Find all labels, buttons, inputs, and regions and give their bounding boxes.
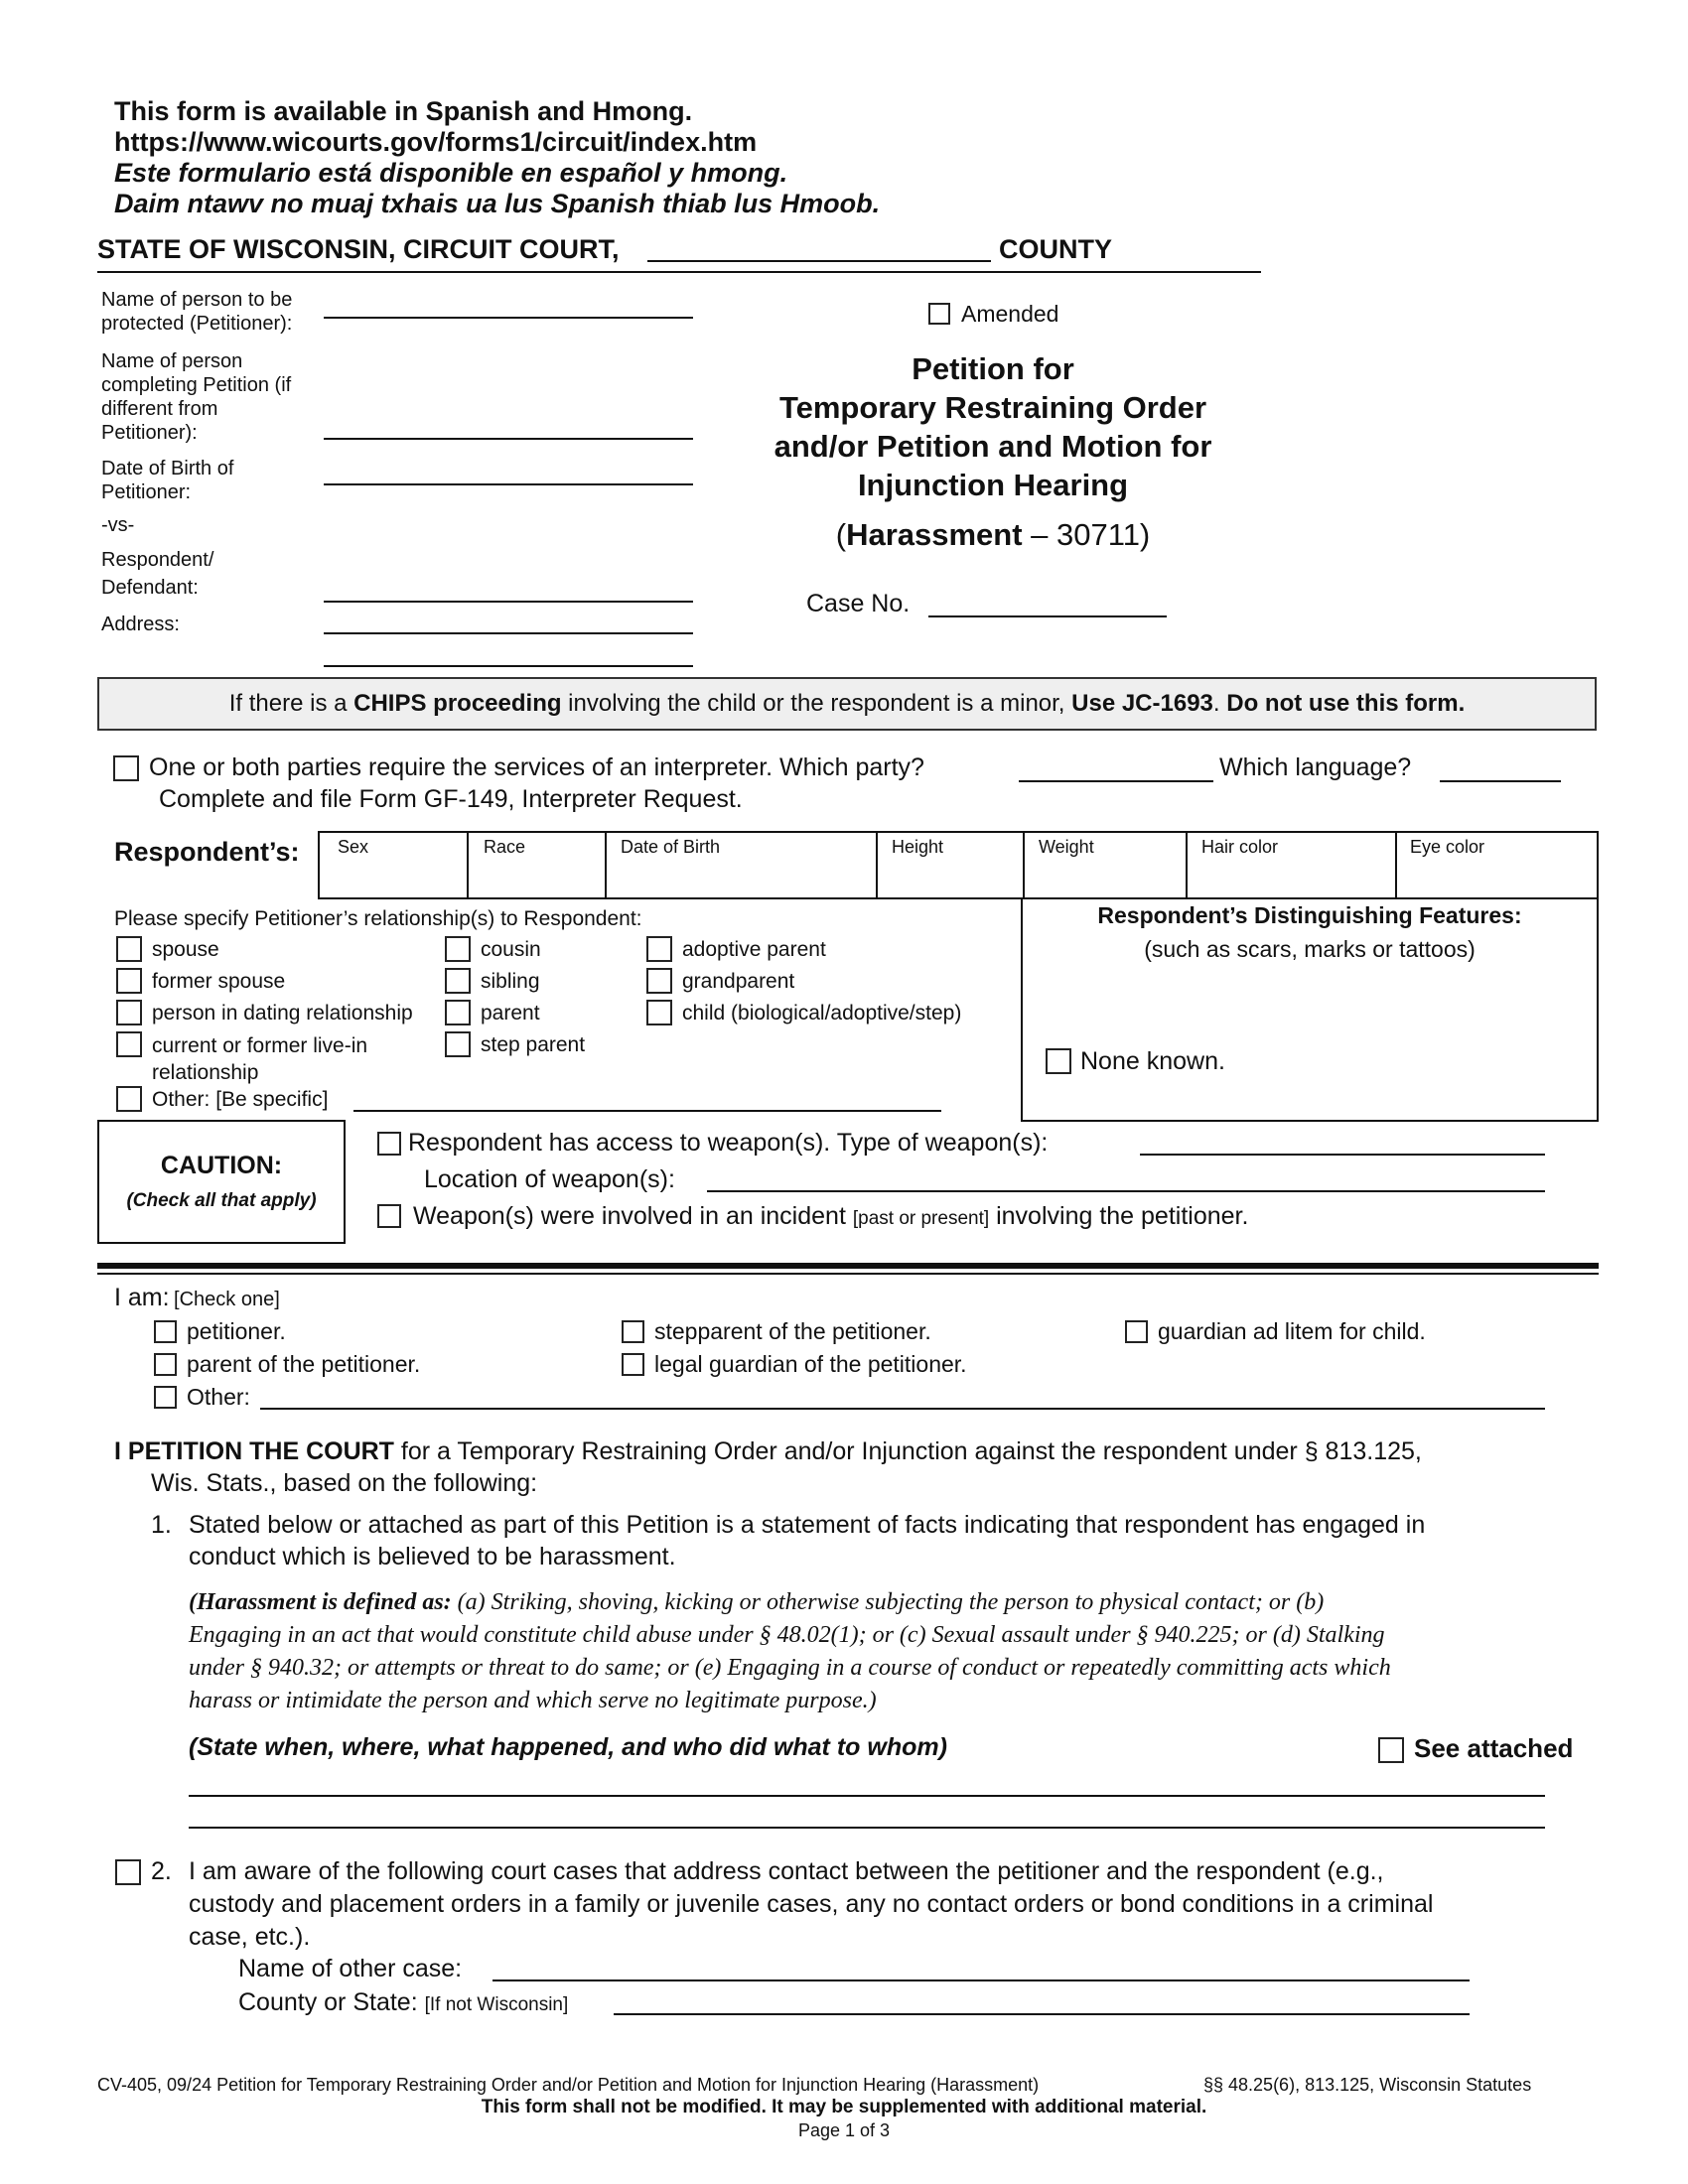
footer-page: Page 1 of 3 <box>797 2120 891 2140</box>
former-spouse-label: former spouse <box>152 970 286 993</box>
court-heading: STATE OF WISCONSIN, CIRCUIT COURT, <box>97 234 620 264</box>
live-in-checkbox[interactable] <box>116 1031 142 1057</box>
subtitle-code: – 30711) <box>1031 517 1151 552</box>
county-field[interactable] <box>647 260 991 262</box>
title-line: Petition for <box>912 351 1074 386</box>
i-am-petitioner-checkbox[interactable] <box>154 1320 177 1343</box>
definition-lead: (Harassment is defined as: <box>189 1589 452 1615</box>
dating-checkbox[interactable] <box>116 1000 142 1025</box>
chips-jc1693: Use JC-1693 <box>1071 690 1213 717</box>
grandparent-checkbox[interactable] <box>646 968 672 994</box>
item-2-line-3: case, etc.). <box>189 1923 311 1951</box>
weapon-location-label: Location of weapon(s): <box>424 1165 675 1193</box>
county-state-field[interactable] <box>614 2013 1470 2015</box>
col-sex: Sex <box>338 837 369 857</box>
other-relationship-field[interactable] <box>353 1110 941 1112</box>
amended-checkbox[interactable] <box>928 303 950 325</box>
other-case-label: Name of other case: <box>238 1955 463 1982</box>
statement-line-1[interactable] <box>189 1795 1545 1797</box>
grandparent-label: grandparent <box>682 970 795 993</box>
other-relationship-checkbox[interactable] <box>116 1086 142 1112</box>
weapon-location-field[interactable] <box>707 1190 1545 1192</box>
address-field-1[interactable] <box>324 632 693 634</box>
i-am-gal-label: guardian ad litem for child. <box>1158 1318 1426 1344</box>
title-line: Injunction Hearing <box>857 468 1129 502</box>
petition-lead: I PETITION THE COURT <box>114 1437 394 1465</box>
chips-pre: If there is a <box>228 690 354 717</box>
caution-note: (Check all that apply) <box>126 1190 317 1211</box>
harassment-definition <box>189 1586 1391 1717</box>
spouse-checkbox[interactable] <box>116 936 142 962</box>
petition-intro <box>114 1436 1422 1466</box>
caution-title: CAUTION: <box>160 1152 283 1179</box>
title-line: and/or Petition and Motion for <box>774 429 1212 464</box>
case-no-field[interactable] <box>928 615 1167 617</box>
completing-name-field[interactable] <box>324 438 693 440</box>
form-subtitle <box>700 517 1286 553</box>
vs-label: -vs- <box>101 514 135 536</box>
address-field-2[interactable] <box>324 665 693 667</box>
availability-line: This form is available in Spanish and Hmong. <box>114 96 693 126</box>
protected-label: Name of person to be protected (Petitioner): <box>101 289 293 335</box>
form-title <box>700 349 1286 553</box>
item-1-line-1: Stated below or attached as part of this Petition is a statement of facts indicating that respondent has engaged in <box>189 1511 1426 1539</box>
i-am-label: I am: <box>114 1284 170 1311</box>
cousin-label: cousin <box>481 938 541 961</box>
definition-line-3: under § 940.32; or attempts or threat to do same; or (e) Engaging in a course of conduct or repeatedly committing acts which <box>189 1655 1391 1681</box>
i-am-other-field[interactable] <box>260 1408 1545 1410</box>
weapon-access-checkbox[interactable] <box>377 1132 401 1156</box>
step-parent-checkbox[interactable] <box>445 1031 471 1057</box>
definition-line-4: harass or intimidate the person and which serve no legitimate purpose.) <box>189 1688 877 1713</box>
address-label: Address: <box>101 614 180 635</box>
respondent-descriptors-table <box>318 831 1599 899</box>
interpreter-text: One or both parties require the services of an interpreter. Which party? <box>149 753 924 781</box>
interpreter-checkbox[interactable] <box>113 755 139 781</box>
language-field[interactable] <box>1440 780 1561 782</box>
petition-text-1: for a Temporary Restraining Order and/or Injunction against the respondent under § 813.125, <box>393 1437 1422 1465</box>
i-am-stepparent-label: stepparent of the petitioner. <box>654 1318 931 1344</box>
col-race: Race <box>484 837 526 857</box>
availability-notice <box>114 96 880 219</box>
child-checkbox[interactable] <box>646 1000 672 1025</box>
statement-line-2[interactable] <box>189 1827 1545 1829</box>
col-height: Height <box>892 837 944 857</box>
interpreter-party-field[interactable] <box>1019 780 1213 782</box>
chips-dot: . <box>1212 690 1227 717</box>
county-state-note: [If not Wisconsin] <box>424 1994 569 2015</box>
i-am-parent-checkbox[interactable] <box>154 1353 177 1376</box>
item-2-number: 2. <box>151 1857 172 1885</box>
col-divider <box>605 833 607 899</box>
see-attached-checkbox[interactable] <box>1378 1737 1404 1763</box>
col-hair: Hair color <box>1201 837 1279 857</box>
i-am-other-checkbox[interactable] <box>154 1386 177 1409</box>
respondent-name-field[interactable] <box>324 601 693 603</box>
i-am-guardian-label: legal guardian of the petitioner. <box>654 1351 967 1377</box>
i-am-gal-checkbox[interactable] <box>1125 1320 1148 1343</box>
weapon-incident-text <box>413 1201 1248 1234</box>
i-am-note: [Check one] <box>174 1289 280 1310</box>
footer-statutes: §§ 48.25(6), 813.125, Wisconsin Statutes <box>1203 2075 1532 2095</box>
weapon-incident-note: [past or present] <box>852 1208 990 1229</box>
weapon-incident-checkbox[interactable] <box>377 1204 401 1228</box>
hmong-notice: Daim ntawv no muaj txhais ua lus Spanish thiab lus Hmoob. <box>114 189 881 218</box>
case-no-label: Case No. <box>806 590 911 617</box>
i-am-guardian-checkbox[interactable] <box>622 1353 644 1376</box>
item-2-line-1: I am aware of the following court cases that address contact between the petitioner and the respondent (e.g., <box>189 1857 1384 1885</box>
i-am-parent-label: parent of the petitioner. <box>187 1351 421 1377</box>
spanish-notice: Este formulario está disponible en español y hmong. <box>114 158 788 188</box>
sibling-checkbox[interactable] <box>445 968 471 994</box>
i-am-heading <box>114 1284 280 1312</box>
i-am-other-label: Other: <box>187 1384 250 1410</box>
step-parent-label: step parent <box>481 1033 586 1056</box>
col-divider <box>876 833 878 899</box>
footer-form-id: CV-405, 09/24 Petition for Temporary Restraining Order and/or Petition and Motion for Injunction Hearing (Harassment) <box>97 2075 1040 2095</box>
col-divider <box>1023 833 1025 899</box>
see-attached-label: See attached <box>1414 1733 1574 1763</box>
sibling-label: sibling <box>481 970 540 993</box>
item-2-line-2: custody and placement orders in a family or juvenile cases, any no contact orders or bond conditions in a criminal <box>189 1890 1434 1918</box>
other-case-field[interactable] <box>492 1979 1470 1981</box>
dob-label: Date of Birth of Petitioner: <box>101 458 234 503</box>
none-known-checkbox[interactable] <box>1046 1048 1071 1074</box>
weapon-access-label: Respondent has access to weapon(s). Type of weapon(s): <box>408 1129 1049 1157</box>
spouse-label: spouse <box>152 938 219 961</box>
col-eye: Eye color <box>1410 837 1485 857</box>
language-label: Which language? <box>1219 753 1412 781</box>
features-title: Respondent’s Distinguishing Features: <box>1097 902 1522 928</box>
dob-field[interactable] <box>324 483 693 485</box>
none-known-label: None known. <box>1080 1047 1225 1075</box>
item-1-line-2: conduct which is believed to be harassment. <box>189 1543 676 1570</box>
i-am-petitioner-label: petitioner. <box>187 1318 286 1344</box>
definition-line-1: (a) Striking, shoving, kicking or otherwise subjecting the person to physical contact; or (b) <box>451 1589 1325 1615</box>
weapon-incident-post: involving the petitioner. <box>996 1202 1249 1230</box>
adoptive-parent-label: adoptive parent <box>682 938 826 961</box>
completing-label: Name of person completing Petition (if different from Petitioner): <box>101 350 292 444</box>
chips-warning: Do not use this form. <box>1226 690 1466 717</box>
parent-label: parent <box>481 1002 540 1024</box>
i-am-stepparent-checkbox[interactable] <box>622 1320 644 1343</box>
weapon-type-field[interactable] <box>1140 1154 1545 1156</box>
chips-proceeding: CHIPS proceeding <box>353 690 562 717</box>
heading-rule <box>97 271 1261 273</box>
col-dob: Date of Birth <box>621 837 721 857</box>
interpreter-note: Complete and file Form GF-149, Interpreter Request. <box>159 785 743 813</box>
col-divider <box>1395 833 1397 899</box>
subtitle-open: ( <box>835 517 847 552</box>
forms-url[interactable]: https://www.wicourts.gov/forms1/circuit/index.htm <box>114 127 758 157</box>
col-divider <box>1186 833 1188 899</box>
weapon-incident-pre: Weapon(s) were involved in an incident <box>413 1202 846 1230</box>
definition-line-2: Engaging in an act that would constitute child abuse under § 48.02(1); or (c) Sexual assault under § 940.225; or (d) Stalking <box>189 1622 1385 1648</box>
protected-name-field[interactable] <box>324 317 693 319</box>
col-divider <box>467 833 469 899</box>
other-relationship-label: Other: [Be specific] <box>152 1088 329 1111</box>
section-rule-thin <box>97 1273 1599 1275</box>
footer-notice: This form shall not be modified. It may be supplemented with additional material. <box>481 2097 1207 2117</box>
county-state-label <box>238 1987 568 2020</box>
petition-text-2: Wis. Stats., based on the following: <box>151 1469 538 1497</box>
col-weight: Weight <box>1039 837 1094 857</box>
dating-label: person in dating relationship <box>152 1002 413 1024</box>
item-1-number: 1. <box>151 1511 172 1539</box>
county-state-text: County or State: <box>238 1988 418 2016</box>
features-subtitle: (such as scars, marks or tattoos) <box>1144 936 1476 962</box>
relationship-prompt: Please specify Petitioner’s relationship(s) to Respondent: <box>114 907 642 930</box>
live-in-label: current or former live-in relationship <box>152 1034 368 1084</box>
cousin-checkbox[interactable] <box>445 936 471 962</box>
chips-mid: involving the child or the respondent is a minor, <box>561 690 1072 717</box>
chips-notice <box>97 677 1597 731</box>
subtitle-harassment: Harassment <box>846 517 1023 552</box>
features-box <box>1021 897 1599 1122</box>
parent-checkbox[interactable] <box>445 1000 471 1025</box>
title-line: Temporary Restraining Order <box>778 390 1207 425</box>
item-2-checkbox[interactable] <box>115 1859 141 1885</box>
state-when-instruction: (State when, where, what happened, and who did what to whom) <box>189 1733 947 1761</box>
amended-label: Amended <box>961 301 1059 327</box>
respondent-descriptors-label: Respondent’s: <box>114 837 300 867</box>
child-label: child (biological/adoptive/step) <box>682 1002 962 1024</box>
respondent-label: Respondent/ Defendant: <box>101 549 214 599</box>
caution-box <box>97 1120 346 1244</box>
section-rule-thick <box>97 1263 1599 1269</box>
former-spouse-checkbox[interactable] <box>116 968 142 994</box>
county-label: COUNTY <box>999 234 1112 264</box>
adoptive-parent-checkbox[interactable] <box>646 936 672 962</box>
